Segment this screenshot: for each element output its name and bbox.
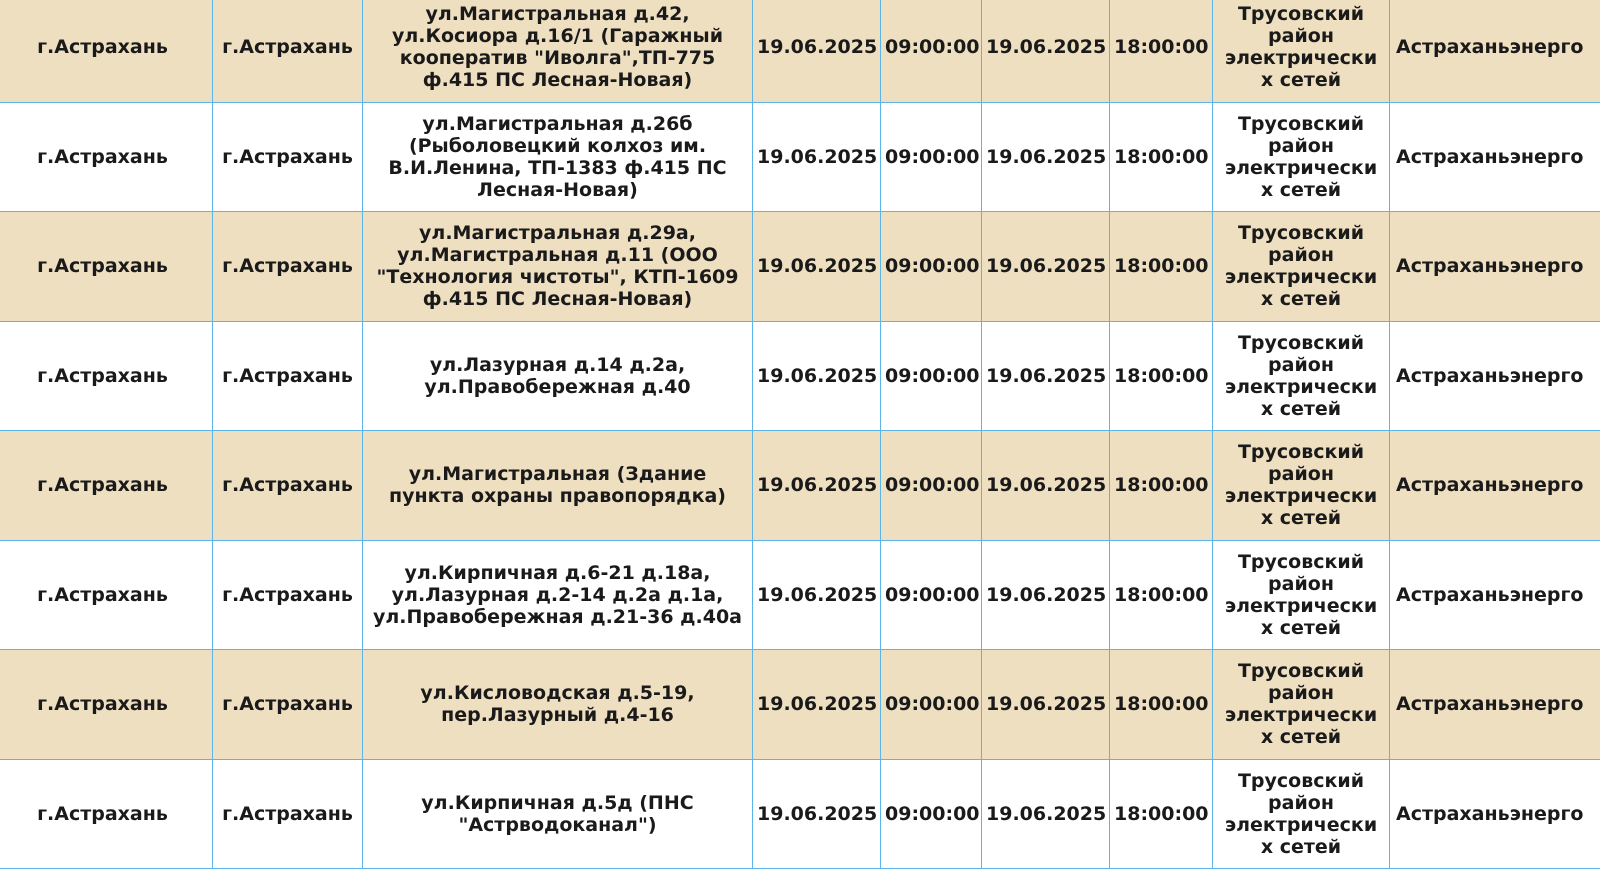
- start-date-cell: 19.06.2025: [753, 759, 881, 869]
- district-cell: Трусовский район электрических сетей: [1213, 102, 1390, 212]
- city-cell: г.Астрахань: [213, 759, 363, 869]
- address-cell: ул.Магистральная д.42, ул.Косиора д.16/1 (Гаражный кооператив "Иволга",ТП-775 ф.415 ПС Лесная-Новая): [363, 0, 753, 102]
- city-cell: г.Астрахань: [213, 102, 363, 212]
- start-time-cell: 09:00:00: [881, 212, 982, 322]
- district-cell: Трусовский район электрических сетей: [1213, 212, 1390, 322]
- start-time-cell: 09:00:00: [881, 0, 982, 102]
- start-date-cell: 19.06.2025: [753, 212, 881, 322]
- city-cell: г.Астрахань: [213, 431, 363, 541]
- end-time-cell: 18:00:00: [1110, 212, 1213, 322]
- start-time-cell: 09:00:00: [881, 540, 982, 650]
- end-time-cell: 18:00:00: [1110, 650, 1213, 760]
- end-time-cell: 18:00:00: [1110, 759, 1213, 869]
- start-date-cell: 19.06.2025: [753, 650, 881, 760]
- table-row: [0, 0, 1600, 102]
- organization-cell: Астраханьэнерго: [1390, 540, 1600, 650]
- district-cell: Трусовский район электрических сетей: [1213, 759, 1390, 869]
- organization-cell: Астраханьэнерго: [1390, 431, 1600, 541]
- district-cell: Трусовский район электрических сетей: [1213, 321, 1390, 431]
- start-date-cell: 19.06.2025: [753, 540, 881, 650]
- start-date-cell: 19.06.2025: [753, 0, 881, 102]
- city-cell: г.Астрахань: [213, 0, 363, 102]
- organization-cell: Астраханьэнерго: [1390, 102, 1600, 212]
- table-row: [0, 321, 1600, 431]
- organization-cell: Астраханьэнерго: [1390, 759, 1600, 869]
- end-date-cell: 19.06.2025: [982, 650, 1110, 760]
- end-date-cell: 19.06.2025: [982, 759, 1110, 869]
- district-cell: Трусовский район электрических сетей: [1213, 431, 1390, 541]
- city-cell: г.Астрахань: [213, 321, 363, 431]
- end-date-cell: 19.06.2025: [982, 540, 1110, 650]
- region-cell: г.Астрахань: [0, 102, 213, 212]
- address-cell: ул.Кисловодская д.5-19, пер.Лазурный д.4-16: [363, 650, 753, 760]
- address-cell: ул.Магистральная (Здание пункта охраны правопорядка): [363, 431, 753, 541]
- end-date-cell: 19.06.2025: [982, 321, 1110, 431]
- table-row: [0, 102, 1600, 212]
- organization-cell: Астраханьэнерго: [1390, 321, 1600, 431]
- table-row: [0, 431, 1600, 541]
- end-time-cell: 18:00:00: [1110, 0, 1213, 102]
- city-cell: г.Астрахань: [213, 650, 363, 760]
- start-date-cell: 19.06.2025: [753, 431, 881, 541]
- address-cell: ул.Магистральная д.29а, ул.Магистральная д.11 (ООО "Технология чистоты", КТП-1609 ф.415 ПС Лесная-Новая): [363, 212, 753, 322]
- table-row: [0, 759, 1600, 869]
- organization-cell: Астраханьэнерго: [1390, 650, 1600, 760]
- end-date-cell: 19.06.2025: [982, 0, 1110, 102]
- end-date-cell: 19.06.2025: [982, 431, 1110, 541]
- region-cell: г.Астрахань: [0, 212, 213, 322]
- end-time-cell: 18:00:00: [1110, 321, 1213, 431]
- organization-cell: Астраханьэнерго: [1390, 212, 1600, 322]
- district-cell: Трусовский район электрических сетей: [1213, 0, 1390, 102]
- address-cell: ул.Магистральная д.26б (Рыболовецкий колхоз им. В.И.Ленина, ТП-1383 ф.415 ПС Лесная-Новая): [363, 102, 753, 212]
- table-row: [0, 212, 1600, 322]
- region-cell: г.Астрахань: [0, 431, 213, 541]
- end-time-cell: 18:00:00: [1110, 102, 1213, 212]
- region-cell: г.Астрахань: [0, 650, 213, 760]
- end-date-cell: 19.06.2025: [982, 212, 1110, 322]
- end-date-cell: 19.06.2025: [982, 102, 1110, 212]
- start-time-cell: 09:00:00: [881, 650, 982, 760]
- end-time-cell: 18:00:00: [1110, 431, 1213, 541]
- end-time-cell: 18:00:00: [1110, 540, 1213, 650]
- district-cell: Трусовский район электрических сетей: [1213, 650, 1390, 760]
- organization-cell: Астраханьэнерго: [1390, 0, 1600, 102]
- start-date-cell: 19.06.2025: [753, 102, 881, 212]
- region-cell: г.Астрахань: [0, 540, 213, 650]
- region-cell: г.Астрахань: [0, 321, 213, 431]
- start-time-cell: 09:00:00: [881, 321, 982, 431]
- start-time-cell: 09:00:00: [881, 431, 982, 541]
- address-cell: ул.Кирпичная д.5д (ПНС "Астрводоканал"): [363, 759, 753, 869]
- table-row: [0, 650, 1600, 760]
- start-time-cell: 09:00:00: [881, 102, 982, 212]
- start-date-cell: 19.06.2025: [753, 321, 881, 431]
- address-cell: ул.Лазурная д.14 д.2а, ул.Правобережная д.40: [363, 321, 753, 431]
- region-cell: г.Астрахань: [0, 0, 213, 102]
- city-cell: г.Астрахань: [213, 540, 363, 650]
- address-cell: ул.Кирпичная д.6-21 д.18а, ул.Лазурная д.2-14 д.2а д.1а, ул.Правобережная д.21-36 д.40а: [363, 540, 753, 650]
- region-cell: г.Астрахань: [0, 759, 213, 869]
- start-time-cell: 09:00:00: [881, 759, 982, 869]
- district-cell: Трусовский район электрических сетей: [1213, 540, 1390, 650]
- table-row: [0, 540, 1600, 650]
- city-cell: г.Астрахань: [213, 212, 363, 322]
